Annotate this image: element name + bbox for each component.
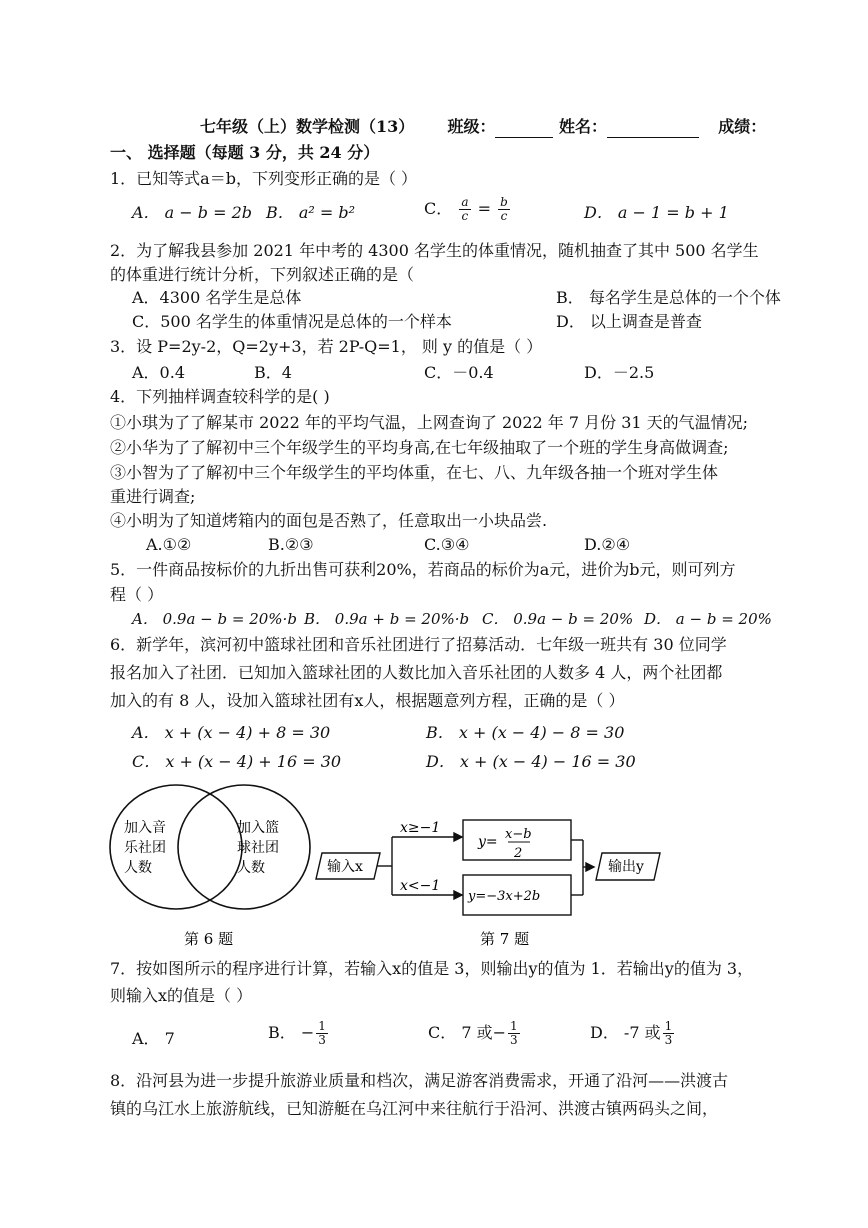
venn-diagram — [110, 785, 310, 909]
q2-option-b: B． 每名学生是总体的一个个体 — [556, 288, 781, 307]
venn-right-line2: 球社团 — [237, 840, 279, 856]
q1-option-d: D． a − 1 = b + 1 — [584, 203, 729, 222]
question-1-stem: 1．已知等式a＝b，下列变形正确的是（ ） — [110, 169, 418, 188]
q7-option-b: B． − $\frac{1}{3}$ — [268, 1019, 326, 1047]
q6-option-d: D． x + (x − 4) − 16 = 30 — [426, 752, 636, 771]
q2-option-d: D． 以上调查是普查 — [556, 312, 702, 331]
question-6-stem-line1: 6．新学年，滨河初中篮球社团和音乐社团进行了招募活动．七年级一班共有 30 位同学 — [110, 635, 727, 654]
q2-option-c: C．500 名学生的体重情况是总体的一个样本 — [132, 312, 452, 331]
q6-option-c: C． x + (x − 4) + 16 = 30 — [132, 752, 342, 771]
q4-statement-3-line2: 重进行调查; — [110, 487, 196, 506]
q3-option-b: B．4 — [254, 363, 292, 382]
question-6-stem-line3: 加入的有 8 人，设加入篮球社团有x人，根据题意列方程，正确的是（ ） — [110, 691, 625, 710]
fig6-caption: 第 6 题 — [184, 930, 234, 948]
venn-right-line3: 人数 — [237, 860, 265, 876]
q4-option-c: C.③④ — [424, 535, 470, 554]
q3-option-d: D．－2.5 — [584, 363, 655, 382]
q4-option-b: B.②③ — [268, 535, 314, 554]
flow-input-label: 输入x — [327, 859, 363, 875]
question-4-stem: 4．下列抽样调查较科学的是( ) — [110, 387, 330, 406]
q4-statement-4: ④小明为了知道烤箱内的面包是否熟了，任意取出一小块品尝. — [110, 511, 548, 530]
exam-title: 七年级（上）数学检测（13） — [200, 117, 415, 136]
venn-left-line3: 人数 — [124, 860, 152, 876]
q5-option-a: A． 0.9a − b = 20%·b — [132, 610, 297, 628]
q2-option-a: A．4300 名学生是总体 — [132, 288, 302, 307]
question-2-stem-line1: 2．为了解我县参加 2021 年中考的 4300 名学生的体重情况，随机抽查了其中 500 名学生 — [110, 241, 759, 260]
q7-option-c: C． 7 或− $\frac{1}{3}$ — [428, 1019, 518, 1047]
q5-option-b: B． 0.9a + b = 20%·b — [304, 610, 470, 628]
q4-option-a: A.①② — [146, 535, 192, 554]
score-label: 成绩： — [718, 117, 767, 136]
q6-option-b: B． x + (x − 4) − 8 = 30 — [426, 723, 625, 742]
q5-option-d: D． a − b = 20% — [644, 610, 772, 628]
q4-statement-2: ②小华为了了解初中三个年级学生的平均身高,在七年级抽取了一个班的学生身高做调查; — [110, 438, 729, 457]
fig7-caption: 第 7 题 — [480, 930, 530, 948]
venn-left-line2: 乐社团 — [124, 840, 166, 856]
question-2-stem-line2: 的体重进行统计分析，下列叙述正确的是（ — [110, 265, 415, 284]
question-8-stem-line1: 8．沿河县为进一步提升旅游业质量和档次，满足游客消费需求，开通了沿河——洪渡古 — [110, 1071, 729, 1090]
q3-option-c: C．－0.4 — [424, 363, 494, 382]
section-heading: 一、 选择题（每题 3 分，共 24 分） — [110, 143, 380, 162]
question-5-stem-line1: 5．一件商品按标价的九折出售可获利20%，若商品的标价为a元，进价为b元，则可列方 — [110, 560, 736, 579]
q4-statement-1: ①小琪为了了解某市 2022 年的平均气温，上网查询了 2022 年 7 月份 31 天的气温情况; — [110, 413, 749, 432]
q1-c-fraction-right: $\frac{b}{c}$ — [500, 195, 508, 223]
venn-right-line1: 加入篮 — [237, 820, 279, 836]
question-6-stem-line2: 报名加入了社团．已知加入篮球社团的人数比加入音乐社团的人数多 4 人，两个社团都 — [110, 663, 723, 682]
class-label: 班级： — [447, 117, 496, 136]
q1-option-b: B． a² = b² — [266, 203, 356, 222]
figures-row — [0, 780, 868, 950]
q5-option-c: C． 0.9a − b = 20% — [482, 610, 634, 628]
flow-formula-top-lhs: y= — [478, 834, 498, 850]
flow-formula-top-num: x−b — [505, 827, 532, 842]
q4-statement-3-line1: ③小智为了了解初中三个年级学生的平均体重，在七、八、九年级各抽一个班对学生体 — [110, 463, 719, 482]
flow-formula-bottom: y=−3x+2b — [468, 889, 541, 904]
flow-cond-top: x≥−1 — [400, 820, 441, 836]
question-3-stem: 3．设 P=2y-2，Q=2y+3，若 2P-Q=1， 则 y 的值是（ ） — [110, 337, 543, 356]
question-5-stem-line2: 程（ ） — [110, 585, 164, 604]
name-blank — [607, 119, 699, 138]
q7-option-d: D． -7 或 $\frac{1}{3}$ — [590, 1019, 673, 1047]
q7-option-a: A． 7 — [132, 1029, 175, 1048]
question-7-stem-line1: 7．按如图所示的程序进行计算，若输入x的值是 3，则输出y的值为 1．若输出y的值为 3， — [110, 959, 754, 978]
flow-output-label: 输出y — [608, 859, 644, 875]
name-label: 姓名： — [559, 117, 608, 136]
q1-option-a: A． a − b = 2b — [132, 203, 253, 222]
question-7-stem-line2: 则输入x的值是（ ） — [110, 986, 253, 1005]
q4-option-d: D.②④ — [584, 535, 631, 554]
q3-option-a: A．0.4 — [132, 363, 186, 382]
q6-option-a: A． x + (x − 4) + 8 = 30 — [132, 723, 331, 742]
flow-formula-top-den: 2 — [514, 846, 523, 861]
q1-option-c: C． $\frac{a}{c}$ = $\frac{b}{c}$ — [424, 195, 508, 223]
venn-left-line1: 加入音 — [124, 820, 166, 836]
flow-cond-bottom: x<−1 — [400, 878, 441, 894]
question-8-stem-line2: 镇的乌江水上旅游航线，已知游艇在乌江河中来往航行于沿河、洪渡古镇两码头之间， — [110, 1099, 719, 1118]
exam-header — [200, 116, 766, 138]
q1-c-fraction-left: $\frac{a}{c}$ — [461, 195, 469, 223]
class-blank — [495, 119, 553, 138]
